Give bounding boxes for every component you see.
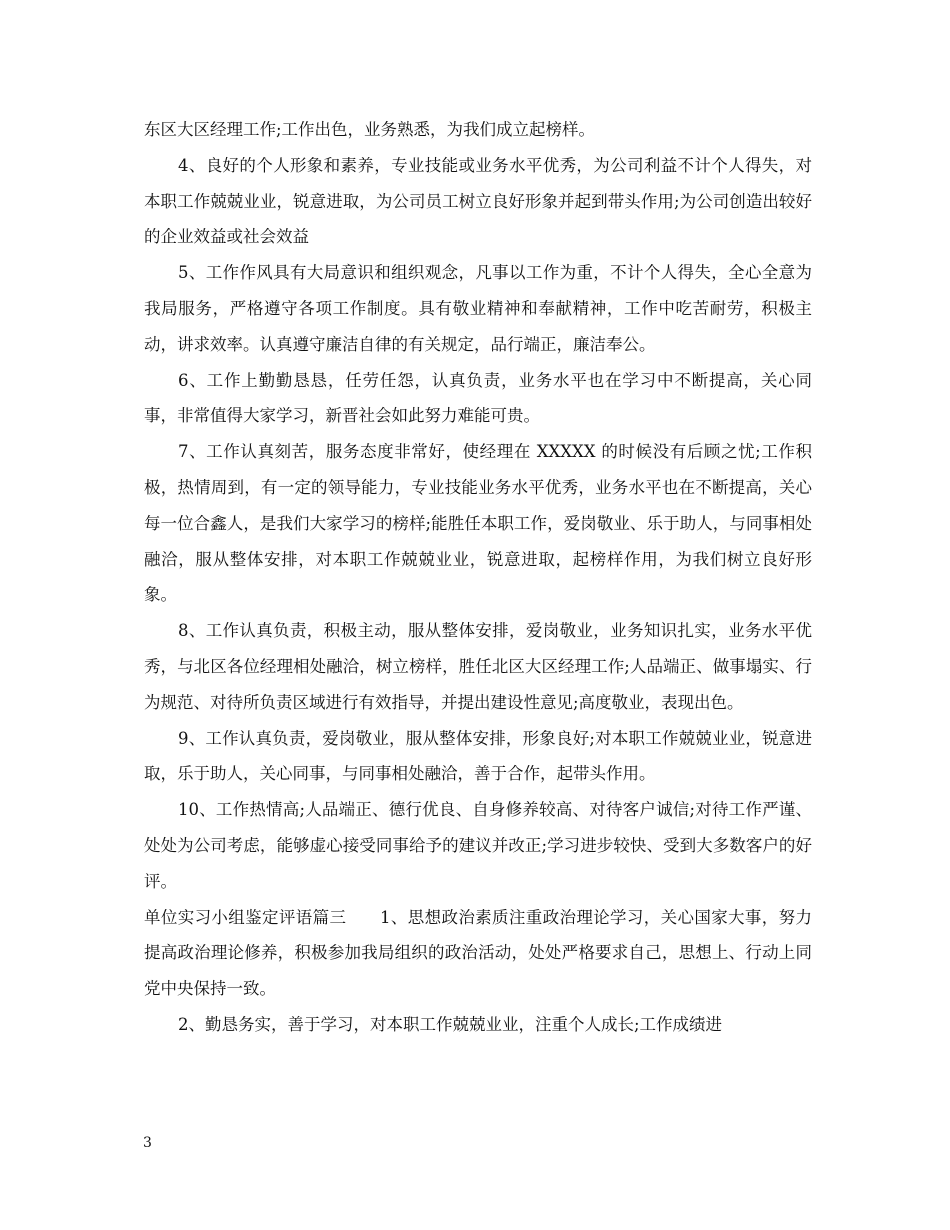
- paragraph-item-4: 4、良好的个人形象和素养，专业技能或业务水平优秀，为公司利益不计个人得失，对本职工作兢兢业业，锐意进取，为公司员工树立良好形象并起到带头作用;为公司创造出较好的企业效益或社会效益: [144, 155, 812, 247]
- paragraph-item-5: 5、工作作风具有大局意识和组织观念，凡事以工作为重，不计个人得失，全心全意为我局服务，严格遵守各项工作制度。具有敬业精神和奉献精神，工作中吃苦耐劳，积极主动，讲求效率。认真遵守廉洁自律的有关规定，品行端正，廉洁奉公。: [144, 263, 812, 354]
- paragraph-item-10: 10、工作热情高;人品端正、德行优良、自身修养较高、对待客户诚信;对待工作严谨、处处为公司考虑，能够虚心接受同事给予的建议并改正;学习进步较快、受到大多数客户的好评。: [144, 800, 812, 891]
- paragraph-section-three: 单位实习小组鉴定评语篇三 1、思想政治素质注重政治理论学习，关心国家大事，努力提高政治理论修养，积极参加我局组织的政治活动，处处严格要求自己，思想上、行动上同党中央保持一致。: [144, 907, 812, 999]
- paragraph-item-6: 6、工作上勤勤恳恳，任劳任怨，认真负责，业务水平也在学习中不断提高，关心同事，非常值得大家学习，新晋社会如此努力难能可贵。: [144, 370, 812, 426]
- document-body: [144, 112, 812, 1043]
- paragraph-item-2: 2、勤恳务实，善于学习，对本职工作兢兢业业，注重个人成长;工作成绩进: [178, 1014, 723, 1034]
- page-number: 3: [143, 1135, 152, 1151]
- paragraph-item-8: 8、工作认真负责，积极主动，服从整体安排，爱岗敬业，业务知识扎实，业务水平优秀，与北区各位经理相处融洽，树立榜样，胜任北区大区经理工作;人品端正、做事塌实、行为规范、对待所负责区域进行有效指导，并提出建设性意见;高度敬业，表现出色。: [144, 621, 812, 712]
- paragraph-item-7: 7、工作认真刻苦，服务态度非常好，使经理在 XXXXX 的时候没有后顾之忧;工作积极，热情周到，有一定的领导能力，专业技能业务水平优秀，业务水平也在不断提高，关心每一位合鑫人，是我们大家学习的榜样;能胜任本职工作，爱岗敬业、乐于助人，与同事相处融洽，服从整体安排，对本职工作兢兢业业，锐意进取，起榜样作用，为我们树立良好形象。: [144, 442, 812, 605]
- paragraph-item-9: 9、工作认真负责，爱岗敬业，服从整体安排，形象良好;对本职工作兢兢业业，锐意进取，乐于助人，关心同事，与同事相处融洽，善于合作，起带头作用。: [144, 728, 812, 784]
- paragraph-continuation: 东区大区经理工作;工作出色，业务熟悉，为我们成立起榜样。: [144, 120, 596, 139]
